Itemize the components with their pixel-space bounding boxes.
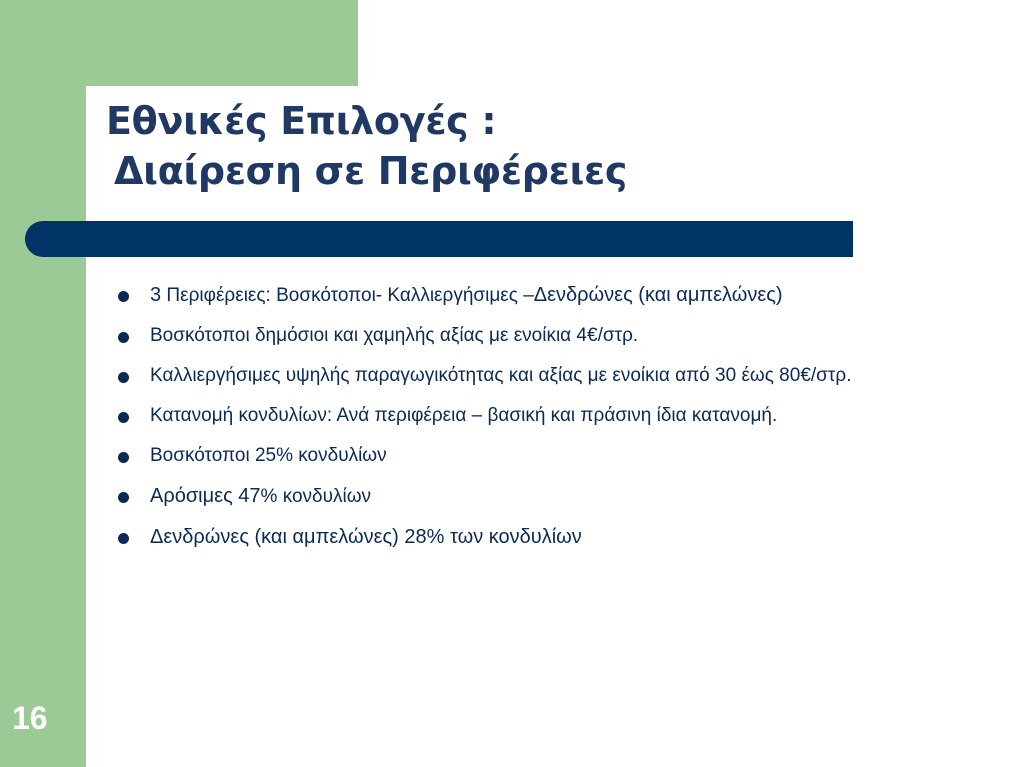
bullet-dot-icon xyxy=(118,291,129,302)
bullet-item-pasture-rent xyxy=(118,319,968,353)
bullet-lead: 3 xyxy=(150,284,162,306)
slide-title xyxy=(106,96,627,196)
top-green-block xyxy=(86,0,358,86)
bullet-text: % κονδυλίων xyxy=(260,486,372,507)
bullet-text: Δενδρώνες (και αμπελώνες) 28% των κονδυλίων xyxy=(150,526,582,548)
bullet-list xyxy=(118,278,968,560)
title-line-2: Διαίρεση σε Περιφέρειες xyxy=(114,149,628,193)
bullet-text: Κατανομή κονδυλίων: Ανά περιφέρεια – βασική και πράσινη ίδια κατανομή. xyxy=(150,405,778,426)
bullet-dot-icon xyxy=(118,412,129,423)
title-line-1: Εθνικές Επιλογές : xyxy=(106,99,497,143)
bullet-text-continued: Δενδρώνες (και αμπελώνες) xyxy=(533,284,783,306)
slide-number: 16 xyxy=(12,700,48,736)
bullet-item-regions xyxy=(118,278,968,313)
bullet-item-arable-share xyxy=(118,479,968,514)
bullet-text: Βοσκότοποι δημόσιοι και χαμηλής αξίας με ενοίκια 4€/στρ. xyxy=(150,325,639,346)
bullet-text: Περιφέρειες: Βοσκότοποι- Καλλιεργήσιμες – xyxy=(161,285,534,306)
left-sidebar-band xyxy=(0,0,86,767)
title-underline-bar xyxy=(25,221,853,257)
bullet-item-fund-allocation xyxy=(118,399,968,433)
bullet-lead: Αρόσιμες 47 xyxy=(150,485,261,507)
bullet-dot-icon xyxy=(118,452,129,463)
bullet-item-orchards-share xyxy=(118,520,968,554)
bullet-item-pasture-share xyxy=(118,439,968,473)
bullet-dot-icon xyxy=(118,332,129,343)
bullet-item-arable-rent xyxy=(118,359,968,393)
bullet-text: Καλλιεργήσιμες υψηλής παραγωγικότητας και αξίας με ενοίκια από 30 έως 80€/στρ. xyxy=(150,365,852,386)
bullet-dot-icon xyxy=(118,372,129,383)
bullet-text: Βοσκότοποι 25% κονδυλίων xyxy=(150,445,387,466)
bullet-dot-icon xyxy=(118,533,129,544)
bullet-dot-icon xyxy=(118,492,129,503)
